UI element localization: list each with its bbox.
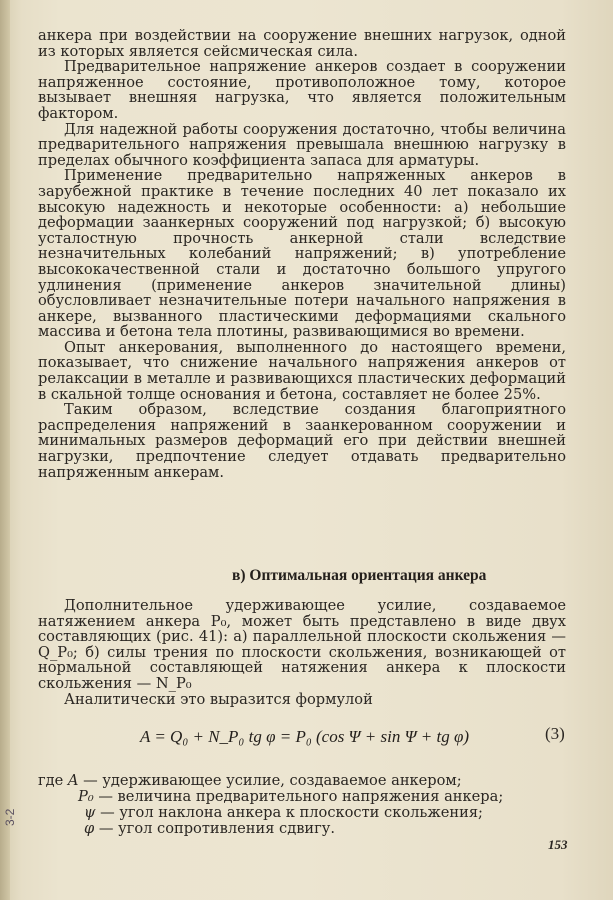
definition-symbol: P₀	[78, 788, 94, 805]
section-heading: в) Оптимальная ориентация анкера	[232, 567, 487, 584]
definition-text: — угол наклона анкера к плоскости скольжения;	[100, 804, 483, 821]
definition-item	[38, 789, 566, 805]
section-text	[38, 598, 566, 707]
definitions-list	[38, 773, 566, 837]
paragraph-foreign-practice: Применение предварительно напряженных анкеров в зарубежной практике в течение последних 40 лет показало их высокую надежность и некоторые особенности: а) небольшие деформации заанкерных сооружений под нагрузкой; б) высокую усталостную прочность анкерной стали вследствие незначительных колебаний напряжений; в) употребление высококачественной стали и достаточно большого упругого удлинения (применение анкеров значительной длины) обусловливает незначительные потери начального напряжения в анкере, вызванного пластическими деформациями скального массива и бетона тела плотины, развивающимися во времени.	[38, 167, 566, 341]
paragraph-prestress-effect: Предварительное напряжение анкеров создает в сооружении напряженное состояние, противоположное тому, которое вызывает внешняя нагрузка, что является положительным фактором.	[38, 58, 566, 122]
definition-item	[38, 773, 566, 789]
paragraph-formula-intro: Аналитически это выразится формулой	[64, 690, 373, 708]
body-text	[38, 28, 566, 480]
definition-text: — величина предварительного напряжения анкера;	[98, 788, 504, 805]
page-number: 153	[548, 837, 568, 852]
paragraph-continuation: анкера при воздействии на сооружение внешних нагрузок, одной из которых является сейсмическая сила.	[38, 27, 566, 60]
formula-number: (3)	[545, 724, 565, 743]
page-binding	[0, 0, 10, 900]
paragraph-conclusion: Таким образом, вследствие создания благоприятного распределения напряжений в заанкерованном сооружении и минимальных размеров деформаций его при действии внешней нагрузки, предпочтение следует отдавать предварительно напряженным анкерам.	[38, 401, 566, 481]
formula: A = Q₀ + N_P₀ tg φ = P₀ (cos Ψ + sin Ψ + tg φ)	[140, 727, 470, 746]
definition-text: — угол сопротивления сдвигу.	[98, 820, 336, 837]
paragraph-anchoring-experience: Опыт анкерования, выполненного до настоящего времени, показывает, что снижение начального напряжения анкеров от релаксации в металле и развивающихся пластических деформаций в скальной толще основания и бетона, составляет не более 25%.	[38, 338, 566, 403]
definition-prefix: где	[38, 772, 64, 789]
definition-symbol: ψ	[84, 804, 96, 821]
paragraph-holding-force: Дополнительное удерживающее усилие, создаваемое натяжением анкера P₀, может быть представлено в виде двух составляющих (рис. 41): а) параллельной плоскости скольжения — Q_P₀; б) силы трения по плоскости скольжения, возникающей от нормальной составляющей натяжения анкера к плоскости скольжения — N_P₀	[38, 597, 566, 692]
definition-item	[38, 805, 566, 821]
definition-item	[38, 821, 566, 837]
definition-symbol: A	[67, 772, 79, 789]
margin-note: 3-2	[3, 808, 17, 826]
definition-text: — удерживающее усилие, создаваемое анкером;	[83, 772, 462, 789]
paragraph-reliability: Для надежной работы сооружения достаточно, чтобы величина предварительного напряжения превышала внешнюю нагрузку в пределах обычного коэффициента запаса для арматуры.	[38, 120, 566, 169]
definition-symbol: φ	[84, 820, 95, 837]
